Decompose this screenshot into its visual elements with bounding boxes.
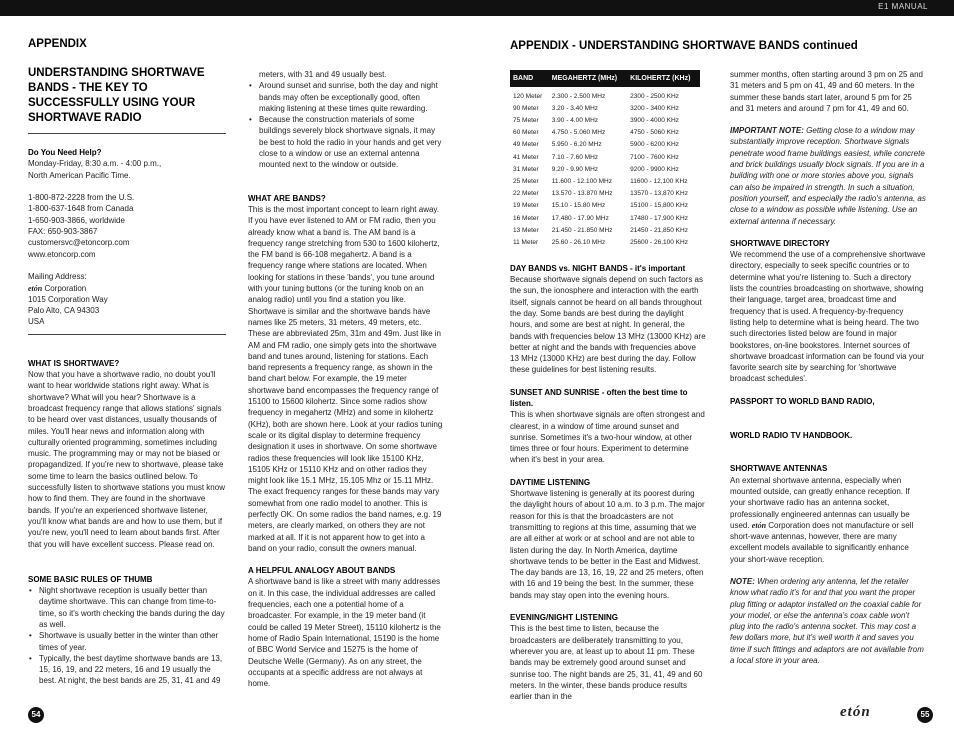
evening-text: This is the best time to listen, because the broadcasters are deliberately transmitting to you, wherever you are, at least up to about 11 pm. These bands may be extremely good around sunset and sunrise too. The night bands are 25, 31, 41, 49 and 60 meters. In the winter, these bands produce results earlier than in the bbox=[510, 624, 703, 702]
help-line: customersvc@etoncorp.com bbox=[28, 238, 130, 248]
evening-continued: summer months, often starting around 3 pm on 25 and 31 meters and 5 pm on 41, 49 and 60 meters. In the summer these bands start later, around 5 pm for 25 and 31 meters and around 7 pm for 41, 49 and 60. bbox=[730, 70, 923, 113]
table-row bbox=[510, 237, 700, 249]
important-text: Getting close to a window may substantially improve reception. Shortwave signals penetrate wood frame buildings easiest, while concrete and brick buildings usually block signals. If you are in a building with one or more stories above you, signals can also be impaired in strength. In such a situation, position yourself, and especially the radio's antenna, as close to a window as possible while listening. Use an external antenna if necessary. bbox=[730, 126, 926, 226]
list-item: • Shortwave is usually better in the winter than other times of year. bbox=[39, 630, 226, 653]
page-title: UNDERSTANDING SHORTWAVE BANDS - THE KEY TO SUCCESSFULLY USING YOUR SHORTWAVE RADIO bbox=[28, 67, 205, 124]
wrtv-title: WORLD RADIO TV HANDBOOK. bbox=[730, 431, 853, 441]
address-company: etón Corporation bbox=[28, 283, 87, 293]
help-contact-block bbox=[28, 158, 226, 282]
what-text: Now that you have a shortwave radio, no doubt you'll want to hear worldwide stations right away. What is shortwave? What will you hear? Shortwave is a broadcast frequency range that allows stations' signals to be heard over vast distances, usually thousands of miles. You'll hear news and information along with culturally oriented programming, sometimes including music. The programming may or may not be biased or propagandized. If you're new to shortwave, please take some time to learn the basics outlined below. To successfully listen to shortwave stations you must know how to find them. They are found in the shortwave bands. If you're an experienced shortwave listener, you'll know what bands are and how to use them, but if you're new, you'll need to learn about bands first. After that you will have excellent success. Please read on. bbox=[28, 370, 225, 549]
table-cell: 17480 - 17,900 KHz bbox=[630, 214, 688, 222]
antennas-text: An external shortwave antenna, especially when mounted outside, can greatly enhance reception. If your shortwave radio has an antenna socket, professionally engineered antennas can usually be used. etón Corporation does not manufacture or sell short-wave antennas, however, there are many excellent models available to significantly enhance your short-wave reception. bbox=[730, 475, 914, 564]
page-number-right: 55 bbox=[917, 707, 933, 723]
address-street: 1015 Corporation Way bbox=[28, 294, 108, 304]
table-cell: 5.950 - 6.20 MHz bbox=[551, 141, 602, 149]
daynight-text: Because shortwave signals depend on such factors as the sun, the ionosphere and interaction with the earth itself, signals cannot be heard on all bands throughout the day. Some bands are best during the daylight hours, and some are best at night. In general, the bands with frequencies below 13 MHz (13000 KHz) are better at night and the bands with frequencies above 13 MHz (13000 KHz) are best during the day. Follow these guidelines for best listening results. bbox=[510, 275, 706, 375]
brand-logo-inline: etón bbox=[28, 283, 43, 293]
help-line: Monday-Friday, 8:30 a.m. - 4:00 p.m., bbox=[28, 159, 162, 169]
table-cell: 17.480 - 17.90 MHz bbox=[551, 214, 609, 222]
table-cell: 11.600 - 12.100 MHz bbox=[551, 178, 612, 186]
table-cell: 75 Meter bbox=[513, 117, 539, 125]
table-cell: 11600 - 12,100 KHz bbox=[630, 178, 688, 186]
table-cell: 13.570 - 13.870 MHz bbox=[551, 190, 613, 198]
left-section-label: APPENDIX bbox=[28, 38, 87, 50]
table-cell: 25 Meter bbox=[513, 178, 539, 186]
analogy-heading: A HELPFUL ANALOGY ABOUT BANDS bbox=[248, 566, 396, 576]
right-section-label: APPENDIX - UNDERSTANDING SHORTWAVE BANDS continued bbox=[510, 40, 858, 52]
eton-logo: etón bbox=[840, 704, 871, 720]
rules-list bbox=[28, 585, 226, 687]
rules-continued: meters, with 31 and 49 usually best. bbox=[259, 70, 387, 79]
table-cell: 13 Meter bbox=[513, 226, 539, 234]
table-cell: 120 Meter bbox=[513, 92, 543, 100]
table-cell: 90 Meter bbox=[513, 104, 539, 112]
table-cell: 25.60 - 26.10 MHz bbox=[551, 238, 606, 246]
col-header-mhz: MEGAHERTZ (MHz) bbox=[549, 70, 627, 87]
table-cell: 11 Meter bbox=[513, 238, 539, 246]
help-line: Mailing Address: bbox=[28, 272, 87, 282]
help-line bbox=[28, 181, 226, 192]
help-line: 1-800-637-1648 from Canada bbox=[28, 204, 134, 214]
table-row bbox=[510, 188, 700, 200]
daynight-heading: DAY BANDS vs. NIGHT BANDS - it's important bbox=[510, 263, 686, 273]
directory-heading: SHORTWAVE DIRECTORY bbox=[730, 238, 830, 248]
table-row bbox=[510, 224, 700, 236]
table-cell: 4750 - 5060 KHz bbox=[630, 129, 679, 137]
table-cell: 7.10 - 7.60 MHz bbox=[551, 153, 599, 161]
col-header-band: BAND bbox=[510, 70, 549, 87]
help-line: 1-800-872-2228 from the U.S. bbox=[28, 193, 135, 203]
table-header-row bbox=[510, 70, 700, 87]
table-cell: 31 Meter bbox=[513, 165, 539, 173]
table-row bbox=[510, 163, 700, 175]
table-cell: 15.10 - 15.80 MHz bbox=[551, 202, 606, 210]
bands-text: This is the most important concept to learn right away. If you have ever listened to AM or FM radio, then you already know what a band is. The AM band is a frequency range stretching from 530 to 1600 kilohertz, the FM band is 66-108 megahertz. A band is a frequency range where stations are located. When looking for stations in these 'bands', you tune around with your tuning buttons (or the tuning knob on an analog radio) until you find a station you like. Shortwave is similar and the shortwave bands have names like 25 meters, 31 meters, 49 meters, etc. These are abbreviated 25m, 31m and 49m. Just like in AM and FM radio, one simply gets into the shortwave band and tunes around, listening for stations. Each band represents a frequency range, as shown in the band chart below. For example, the 19 meter shortwave band encompasses the frequency range of 15100 to 15600 kilohertz. Since some radios show frequency in megahertz (MHz) and some in kilohertz (KHz), both are shown here. Look at your radios tuning scale or its digital display to determine frequency designation it uses in shortwave. On some shortwave radios these frequencies will look like 15100 KHz, 15105 KHz or 15110 KHz and on other radios they might look like 15.1 MHz, 15.105 Mhz or 15.11 MHz. The exact frequency ranges for these bands may vary somewhat from one radio model to another. This is perfectly OK. On some radios the band names, e.g. 19 meters, are clearly marked, on others they are not marked at all. If it is not apparent how to get into a band on your radio, consult the owners manual. bbox=[248, 204, 443, 553]
table-row bbox=[510, 200, 700, 212]
right-column-1 bbox=[510, 70, 706, 702]
table-cell: 3.90 - 4.00 MHz bbox=[551, 117, 599, 125]
list-item: • Night shortwave reception is usually better than daytime shortwave. This can change from time-to-time, so it's worth checking the bands during the day as well. bbox=[39, 585, 226, 630]
bands-heading: WHAT ARE BANDS? bbox=[248, 193, 326, 203]
table-cell: 49 Meter bbox=[513, 141, 539, 149]
table-cell: 3.20 - 3.40 MHz bbox=[551, 104, 599, 112]
help-line bbox=[28, 260, 226, 271]
col-header-khz: KILOHERTZ (KHz) bbox=[627, 70, 700, 87]
table-row bbox=[510, 176, 700, 188]
table-cell: 3200 - 3400 KHz bbox=[630, 104, 679, 112]
help-heading: Do You Need Help? bbox=[28, 148, 102, 157]
table-cell: 9.20 - 9.90 MHz bbox=[551, 165, 599, 173]
rules-heading: SOME BASIC RULES OF THUMB bbox=[28, 574, 153, 584]
left-column-1 bbox=[28, 66, 226, 687]
table-row bbox=[510, 115, 700, 127]
table-cell: 5900 - 6200 KHz bbox=[630, 141, 679, 149]
address-country: USA bbox=[28, 317, 45, 327]
table-cell: 7100 - 7600 KHz bbox=[630, 153, 679, 161]
help-line: 1-650-903-3866, worldwide bbox=[28, 215, 125, 225]
manual-label: E1 MANUAL bbox=[878, 2, 928, 11]
table-cell: 13570 - 13,870 KHz bbox=[630, 190, 688, 198]
table-cell: 2.300 - 2.500 MHz bbox=[551, 92, 606, 100]
table-row bbox=[510, 212, 700, 224]
table-row bbox=[510, 151, 700, 163]
list-item: • Typically, the best daytime shortwave bands are 13, 15, 16, 19, and 22 meters, 16 and 19 usually the best. At night, the best bands are 25, 31, 41 and 49 bbox=[39, 653, 226, 687]
table-cell: 2300 - 2500 KHz bbox=[630, 92, 679, 100]
top-bar bbox=[0, 0, 954, 16]
table-cell: 4.750 - 5.060 MHz bbox=[551, 129, 606, 137]
table-row bbox=[510, 102, 700, 114]
note-label: NOTE: bbox=[730, 576, 755, 586]
analogy-text: A shortwave band is like a street with many addresses on it. In this case, the individual addresses are called frequencies, each one a potential home of a broadcaster. For example, in the 19 meter band (it could be called 19 Meter Street), 15110 kilohertz is the home of Radio Spain International, 15190 is the home of BBC World Service and 15275 is the home of Deutsche Welle (Germany). As on any street, the occupants at a specific address are not always at home. bbox=[248, 577, 441, 689]
what-heading: WHAT IS SHORTWAVE? bbox=[28, 358, 120, 368]
list-item: • Around sunset and sunrise, both the day and night bands may often be exceptionally good, often making listening at these times quite rewarding. bbox=[259, 80, 444, 114]
note-text: When ordering any antenna, let the retailer know what radio it's for and that you want the proper plug fitting or adaptor installed on the coaxial cable for your model, or else the antenna's coax cable won't plug into the radio's antenna socket. This may cost a few dollars more, but it's well worth it and saves you time if such fittings and adaptors are not available from a local store in your area. bbox=[730, 576, 924, 666]
address-city: Palo Alto, CA 94303 bbox=[28, 306, 100, 316]
antennas-heading: SHORTWAVE ANTENNAS bbox=[730, 464, 828, 474]
daytime-heading: DAYTIME LISTENING bbox=[510, 477, 591, 487]
table-row bbox=[510, 127, 700, 139]
passport-title: PASSPORT TO WORLD BAND RADIO, bbox=[730, 396, 875, 406]
right-column-2 bbox=[730, 69, 926, 666]
table-cell: 19 Meter bbox=[513, 202, 539, 210]
important-note bbox=[730, 125, 926, 227]
table-cell: 9200 - 9900 KHz bbox=[630, 165, 679, 173]
sunset-text: This is when shortwave signals are often strongest and clearest, in a window of time around sunset and sunrise. Sometimes it's a two-hour window, at other times three or four hours. Experiment to determine when it's best in your area. bbox=[510, 410, 705, 465]
band-table bbox=[510, 70, 700, 249]
left-column-2 bbox=[248, 69, 444, 689]
table-row bbox=[510, 87, 700, 102]
table-cell: 3900 - 4000 KHz bbox=[630, 117, 679, 125]
antenna-note bbox=[730, 576, 926, 666]
table-row bbox=[510, 139, 700, 151]
table-cell: 25600 - 26,100 KHz bbox=[630, 238, 688, 246]
table-cell: 15100 - 15,800 KHz bbox=[630, 202, 688, 210]
important-label: IMPORTANT NOTE: bbox=[730, 126, 804, 136]
table-cell: 22 Meter bbox=[513, 190, 539, 198]
table-cell: 21.450 - 21.850 MHz bbox=[551, 226, 613, 234]
list-item: • Because the construction materials of some buildings severely block shortwave signals, it may be best to hold the radio in your hands and get very close to a window or use an external antenna mounted next to the window or outside. bbox=[259, 114, 444, 170]
table-cell: 16 Meter bbox=[513, 214, 539, 222]
table-cell: 60 Meter bbox=[513, 129, 539, 137]
evening-heading: EVENING/NIGHT LISTENING bbox=[510, 613, 619, 623]
directory-text: We recommend the use of a comprehensive shortwave directory, especially to seek specific countries or to determine what you're listening to. Such a directory lists the countries broadcasting on shortwave, showing their language, target area, broadcast time and frequency that is used. A frequency-by-frequency listing help to determine what is being heard. The two such directories listed below are found in major bookstores, on-line bookstores. Internet sources of shortwave broadcast information can be found via your favorite search site by searching for 'shortwave broadcast schedules'. bbox=[730, 250, 926, 384]
table-cell: 41 Meter bbox=[513, 153, 539, 161]
page-number-left: 54 bbox=[28, 707, 44, 723]
table-cell: 21450 - 21,850 KHz bbox=[630, 226, 688, 234]
rules-list-continued bbox=[248, 80, 444, 170]
help-line: www.etoncorp.com bbox=[28, 249, 96, 259]
brand-logo-inline: etón bbox=[751, 520, 767, 530]
sunset-heading: SUNSET AND SUNRISE - often the best time to listen. bbox=[510, 387, 688, 408]
help-line: FAX: 650-903-3867 bbox=[28, 227, 98, 237]
help-line: North American Pacific Time. bbox=[28, 170, 131, 180]
daytime-text: Shortwave listening is generally at its poorest during the daylight hours of about 10 a.m. to 3 p.m. The major reason for this is that the broadcasters are not transmitting to regions at this time, assuming that we are all either at work or at school and are not able to listen during the day. In North America, daytime shortwave tends to be better in the East and Midwest. The day bands are 13, 16, 19, 22 and 25 meters, often with 16 and 19 being the best. In the summer, these bands may stay open into the evening hours. bbox=[510, 489, 705, 600]
